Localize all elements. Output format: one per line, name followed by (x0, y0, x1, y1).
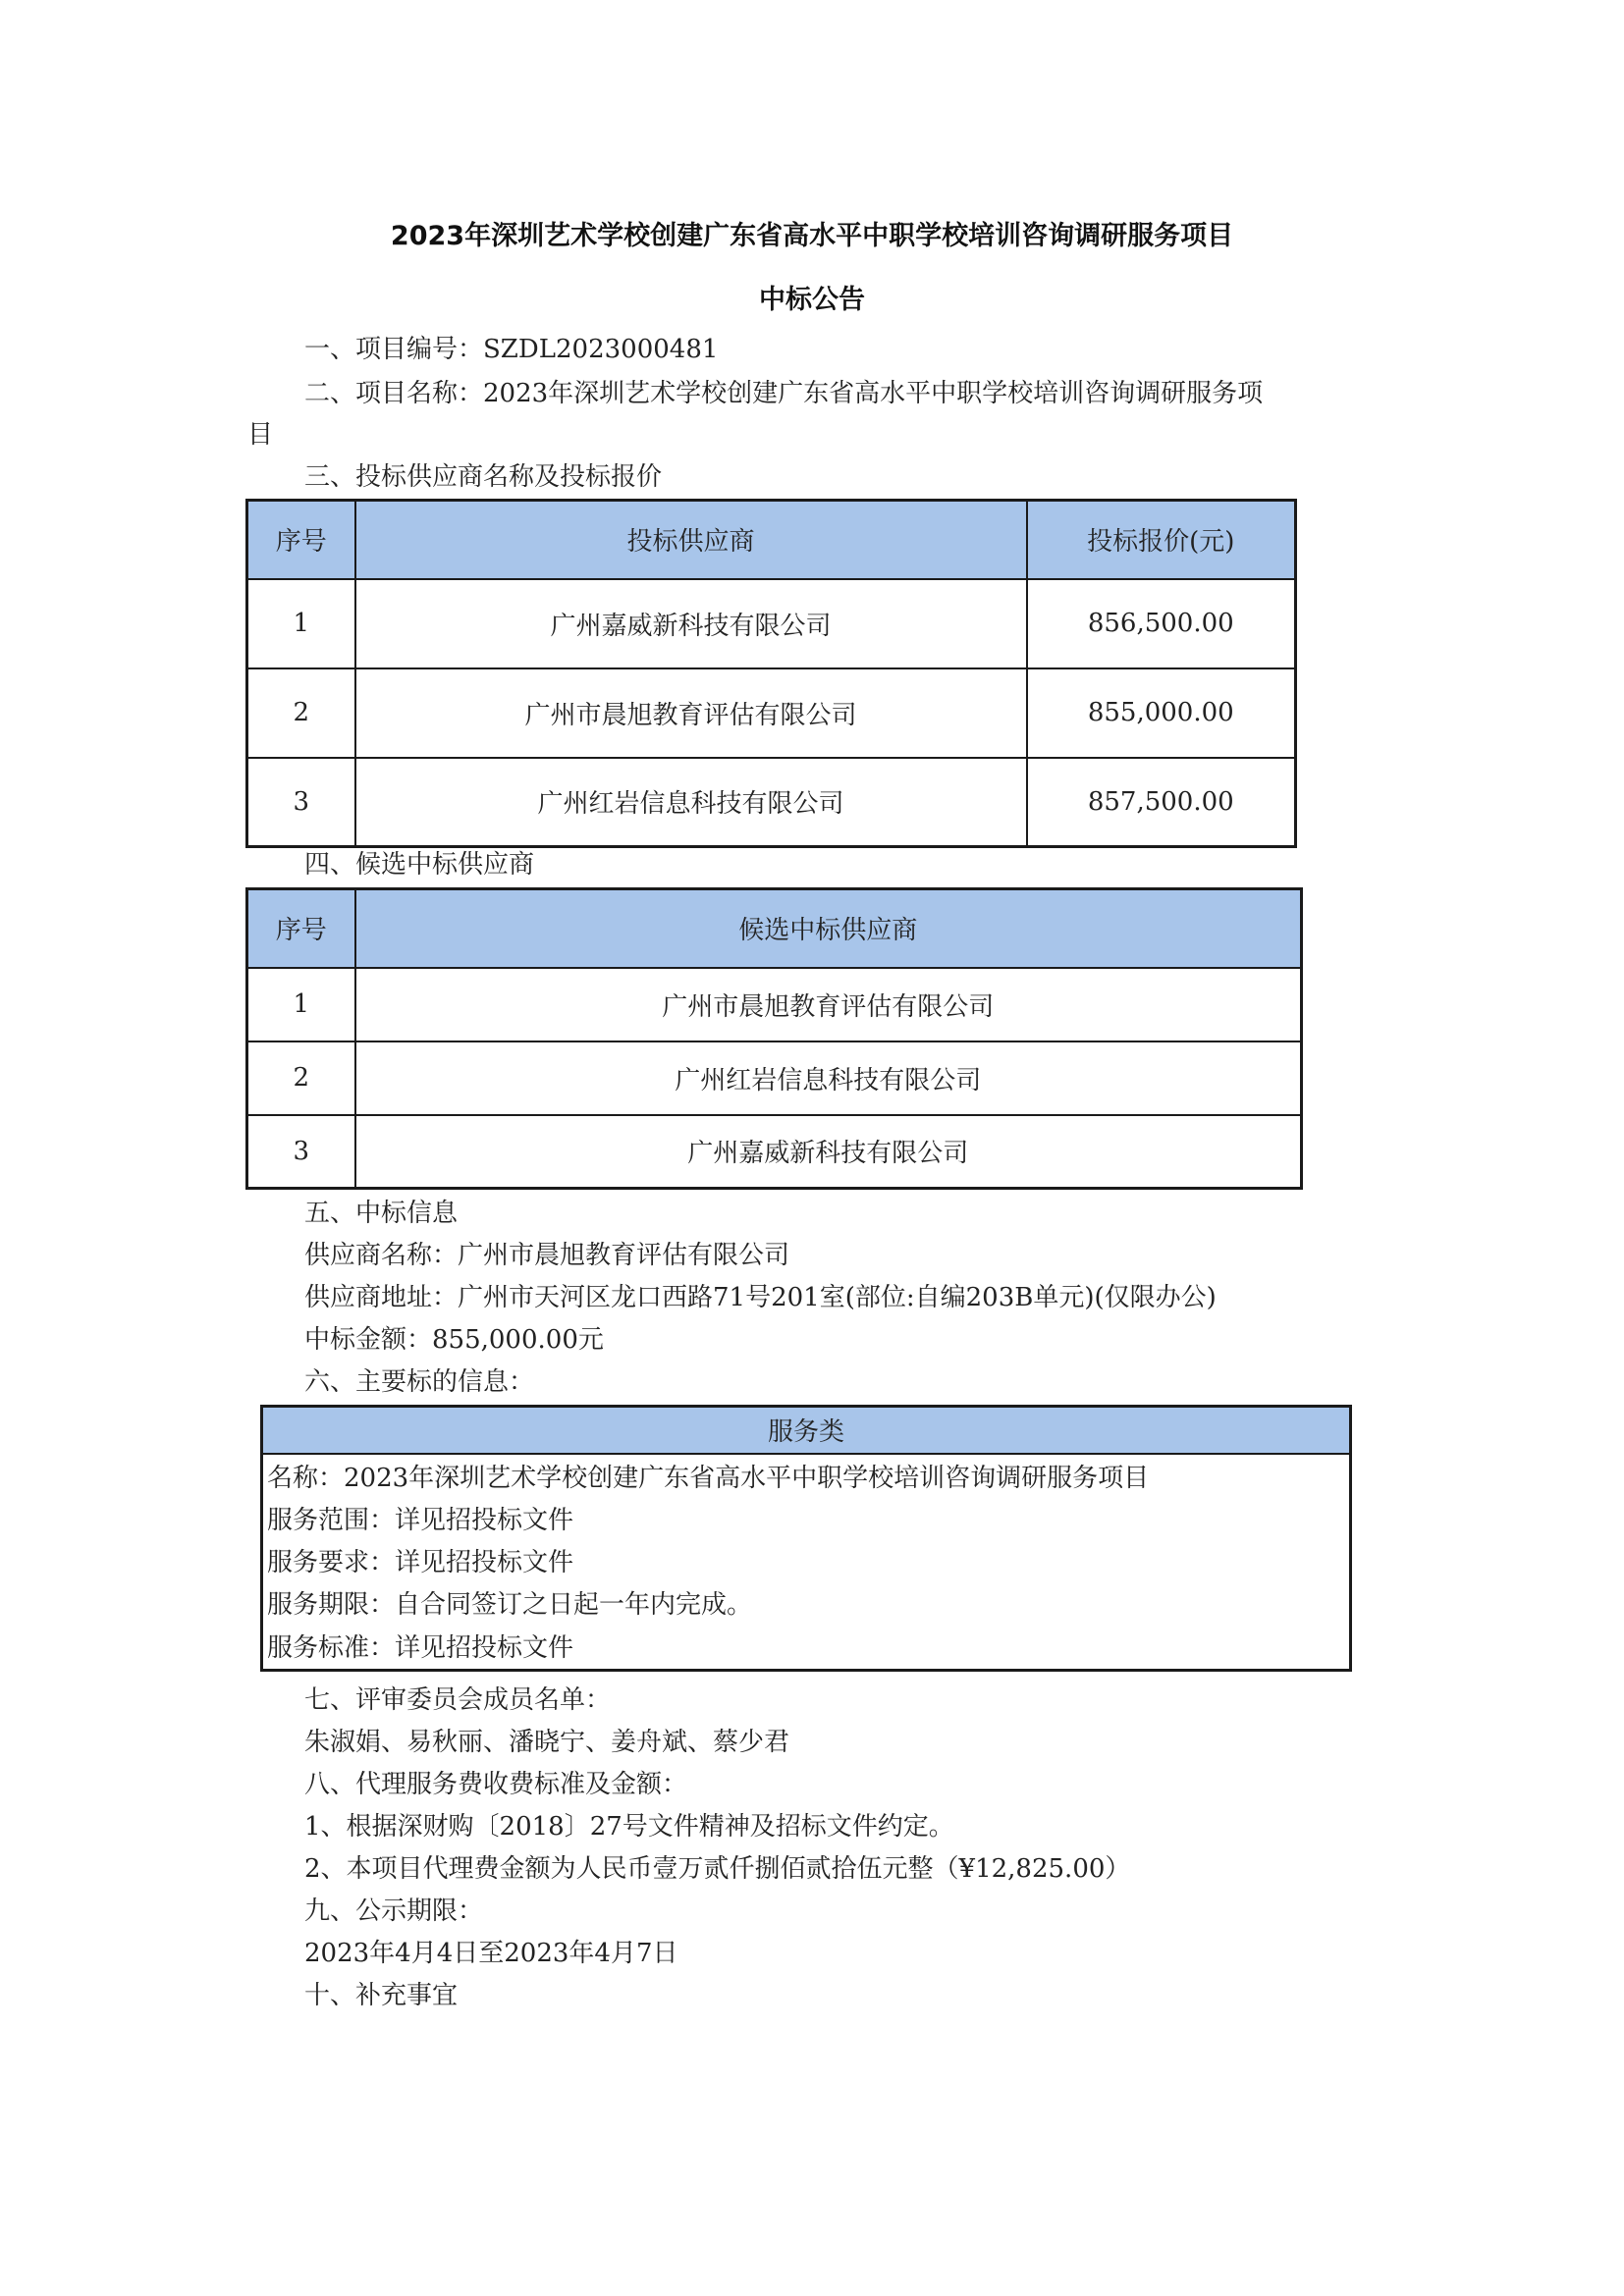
section-bidders-heading: 三、投标供应商名称及投标报价 (304, 462, 663, 492)
bid-header-index: 序号 (247, 501, 355, 579)
candidate-index-cell: 3 (247, 1115, 355, 1189)
candidate-header-index: 序号 (247, 889, 355, 968)
bid-table-header (247, 501, 1296, 579)
service-name: 名称：2023年深圳艺术学校创建广东省高水平中职学校培训咨询调研服务项目 (262, 1454, 1351, 1497)
document-title: 2023年深圳艺术学校创建广东省高水平中职学校培训咨询调研服务项目 (390, 221, 1234, 251)
bid-price-cell: 857,500.00 (1027, 758, 1296, 847)
table-row (247, 1115, 1302, 1189)
bid-supplier-cell: 广州红岩信息科技有限公司 (355, 758, 1027, 847)
table-row (262, 1497, 1351, 1539)
bid-index-cell: 1 (247, 579, 355, 668)
service-category-header: 服务类 (262, 1407, 1351, 1454)
service-table (260, 1405, 1352, 1672)
bid-index-cell: 3 (247, 758, 355, 847)
winner-name: 供应商名称：广州市晨旭教育评估有限公司 (304, 1241, 790, 1270)
service-table-header (262, 1407, 1351, 1454)
service-standard: 服务标准：详见招投标文件 (262, 1624, 1351, 1671)
winner-amount: 中标金额：855,000.00元 (304, 1325, 604, 1355)
project-number: 一、项目编号：SZDL2023000481 (304, 335, 719, 364)
candidate-supplier-cell: 广州市晨旭教育评估有限公司 (355, 968, 1302, 1041)
table-row (247, 579, 1296, 668)
fee-basis: 1、根据深财购〔2018〕27号文件精神及招标文件约定。 (304, 1812, 954, 1842)
committee-members: 朱淑娟、易秋丽、潘晓宁、姜舟斌、蔡少君 (304, 1728, 790, 1757)
table-row (247, 668, 1296, 758)
bid-header-supplier: 投标供应商 (355, 501, 1027, 579)
section-subject-heading: 六、主要标的信息： (304, 1367, 535, 1397)
table-row (247, 758, 1296, 847)
table-row (262, 1581, 1351, 1624)
candidate-index-cell: 2 (247, 1041, 355, 1115)
candidate-table-header (247, 889, 1302, 968)
section-committee-heading: 七、评审委员会成员名单： (304, 1685, 612, 1715)
bid-price-cell: 855,000.00 (1027, 668, 1296, 758)
table-row (262, 1624, 1351, 1671)
winner-address: 供应商地址：广州市天河区龙口西路71号201室(部位:自编203B单元)(仅限办公) (304, 1283, 1217, 1312)
candidate-table (245, 887, 1303, 1190)
section-candidates-heading: 四、候选中标供应商 (304, 850, 535, 880)
publicity-period: 2023年4月4日至2023年4月7日 (304, 1939, 678, 1968)
candidate-supplier-cell: 广州红岩信息科技有限公司 (355, 1041, 1302, 1115)
section-supplementary-heading: 十、补充事宜 (304, 1981, 459, 2010)
project-name-line2: 目 (247, 420, 274, 450)
bid-supplier-cell: 广州嘉威新科技有限公司 (355, 579, 1027, 668)
section-award-heading: 五、中标信息 (304, 1199, 459, 1228)
service-period: 服务期限：自合同签订之日起一年内完成。 (262, 1581, 1351, 1624)
bid-supplier-cell: 广州市晨旭教育评估有限公司 (355, 668, 1027, 758)
table-row (262, 1539, 1351, 1581)
bid-table (245, 499, 1297, 848)
fee-amount: 2、本项目代理费金额为人民币壹万贰仟捌佰贰拾伍元整（¥12,825.00） (304, 1854, 1131, 1884)
document-subtitle: 中标公告 (759, 285, 865, 315)
service-requirement: 服务要求：详见招投标文件 (262, 1539, 1351, 1581)
section-publicity-heading: 九、公示期限： (304, 1896, 484, 1926)
candidate-supplier-cell: 广州嘉威新科技有限公司 (355, 1115, 1302, 1189)
service-scope: 服务范围：详见招投标文件 (262, 1497, 1351, 1539)
candidate-index-cell: 1 (247, 968, 355, 1041)
bid-header-price: 投标报价(元) (1027, 501, 1296, 579)
table-row (247, 1041, 1302, 1115)
section-fee-heading: 八、代理服务费收费标准及金额： (304, 1770, 688, 1799)
project-name-line1: 二、项目名称：2023年深圳艺术学校创建广东省高水平中职学校培训咨询调研服务项 (304, 379, 1264, 408)
table-row (247, 968, 1302, 1041)
bid-price-cell: 856,500.00 (1027, 579, 1296, 668)
candidate-header-supplier: 候选中标供应商 (355, 889, 1302, 968)
bid-index-cell: 2 (247, 668, 355, 758)
table-row (262, 1454, 1351, 1497)
